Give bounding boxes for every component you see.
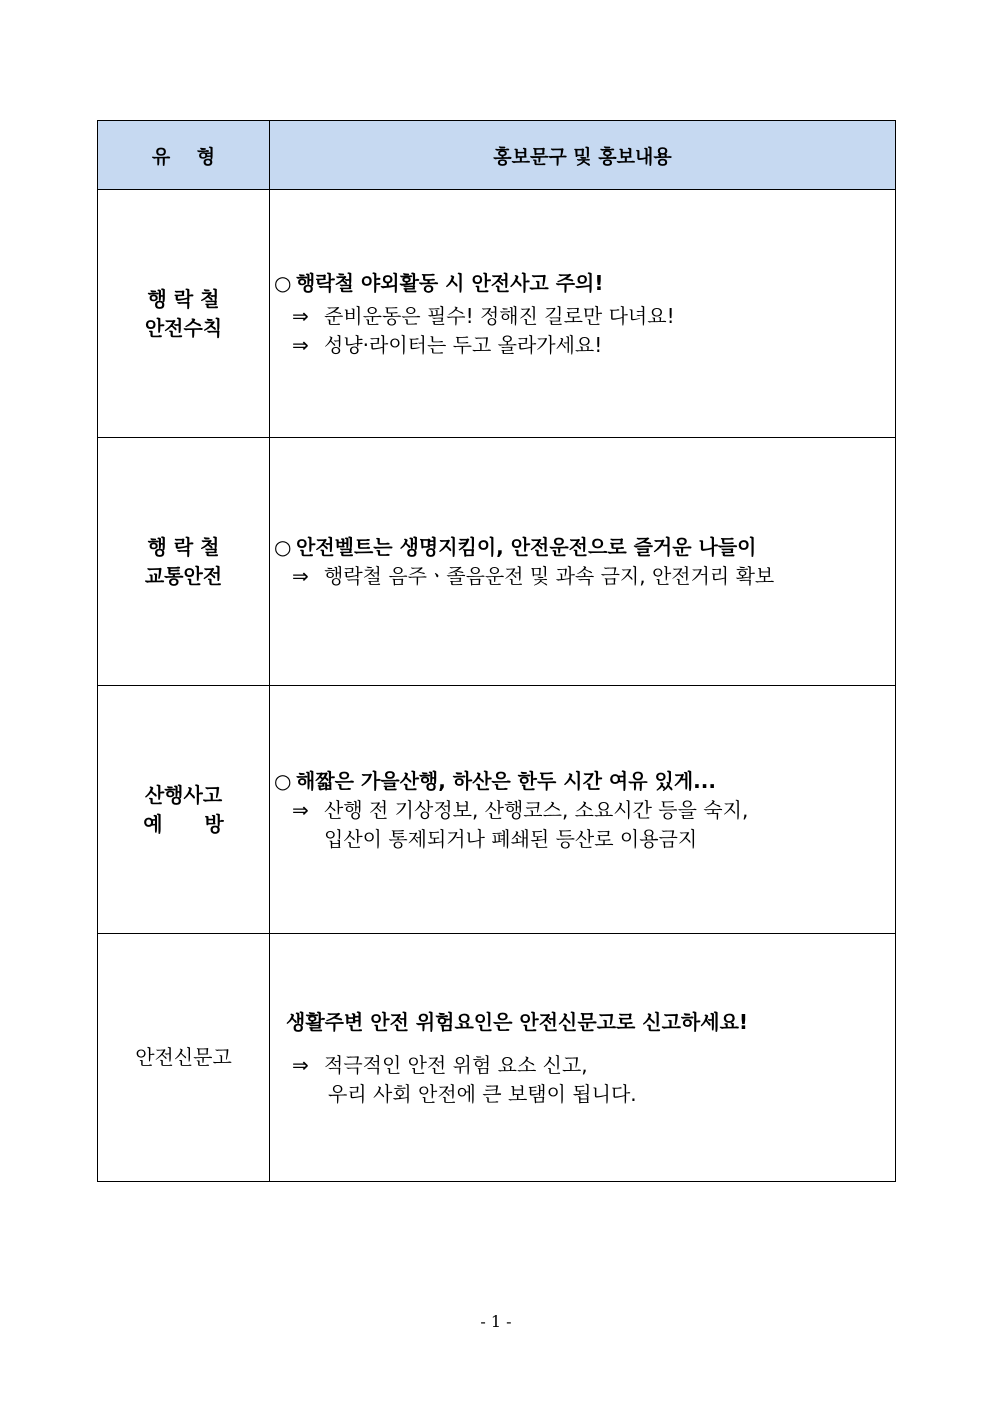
- content-cell: [270, 190, 896, 438]
- arrow-icon: ⇒: [292, 303, 309, 328]
- detail-text: 성냥·라이터는 두고 올라가세요!: [324, 332, 603, 357]
- arrow-icon: ⇒: [292, 1052, 309, 1077]
- type-cell: [98, 686, 270, 934]
- header-type: 유 형: [98, 121, 270, 190]
- table-row: [98, 190, 896, 438]
- detail-text: 적극적인 안전 위험 요소 신고,: [324, 1052, 588, 1077]
- type-label: 예 방: [143, 811, 224, 836]
- headline: [274, 268, 895, 298]
- headline-text: 안전벨트는 생명지킴이, 안전운전으로 즐거운 나들이: [296, 535, 757, 559]
- type-label: 안전신문고: [135, 1045, 232, 1069]
- detail-line: [274, 562, 895, 591]
- detail-text: 행락철 음주ㆍ졸음운전 및 과속 금지, 안전거리 확보: [324, 564, 775, 588]
- arrow-icon: ⇒: [292, 332, 309, 357]
- detail-continuation: 입산이 통제되거나 폐쇄된 등산로 이용금지: [324, 826, 698, 851]
- headline-text: 행락철 야외활동 시 안전사고 주의!: [296, 270, 604, 295]
- content-cell: [270, 438, 896, 686]
- table-row: [98, 686, 896, 934]
- type-cell: [98, 190, 270, 438]
- detail-text: 산행 전 기상정보, 산행코스, 소요시간 등을 숙지,: [324, 797, 749, 822]
- arrow-icon: ⇒: [292, 564, 309, 588]
- type-label: 행 락 철: [147, 534, 220, 559]
- circle-bullet-icon: ○: [274, 768, 292, 793]
- type-cell: [98, 438, 270, 686]
- table-header-row: [98, 121, 896, 190]
- circle-bullet-icon: ○: [274, 270, 292, 295]
- header-content: 홍보문구 및 홍보내용: [270, 121, 896, 190]
- content-cell: [270, 686, 896, 934]
- type-label: 안전수칙: [144, 315, 223, 340]
- headline: [274, 1007, 895, 1037]
- headline-text: 생활주변 안전 위험요인은 안전신문고로 신고하세요!: [286, 1009, 749, 1034]
- arrow-icon: ⇒: [292, 797, 309, 822]
- detail-line: [274, 1051, 895, 1080]
- page-number: - 1 -: [480, 1312, 512, 1331]
- detail-line: [274, 302, 895, 331]
- circle-bullet-icon: ○: [274, 535, 292, 559]
- table-row: [98, 438, 896, 686]
- detail-continuation: 우리 사회 안전에 큰 보탬이 됩니다.: [328, 1081, 637, 1106]
- headline: [274, 766, 895, 796]
- content-cell: [270, 934, 896, 1182]
- headline: [274, 532, 895, 562]
- headline-text: 해짧은 가을산행, 하산은 한두 시간 여유 있게...: [296, 768, 716, 793]
- type-cell: [98, 934, 270, 1182]
- detail-text: 준비운동은 필수! 정해진 길로만 다녀요!: [324, 303, 675, 328]
- type-label: 교통안전: [144, 563, 223, 588]
- type-label: 행 락 철: [147, 286, 220, 311]
- type-label: 산행사고: [144, 782, 223, 807]
- promo-table: [97, 120, 896, 1182]
- detail-line: [274, 331, 895, 360]
- table-row: [98, 934, 896, 1182]
- detail-line: [274, 796, 895, 825]
